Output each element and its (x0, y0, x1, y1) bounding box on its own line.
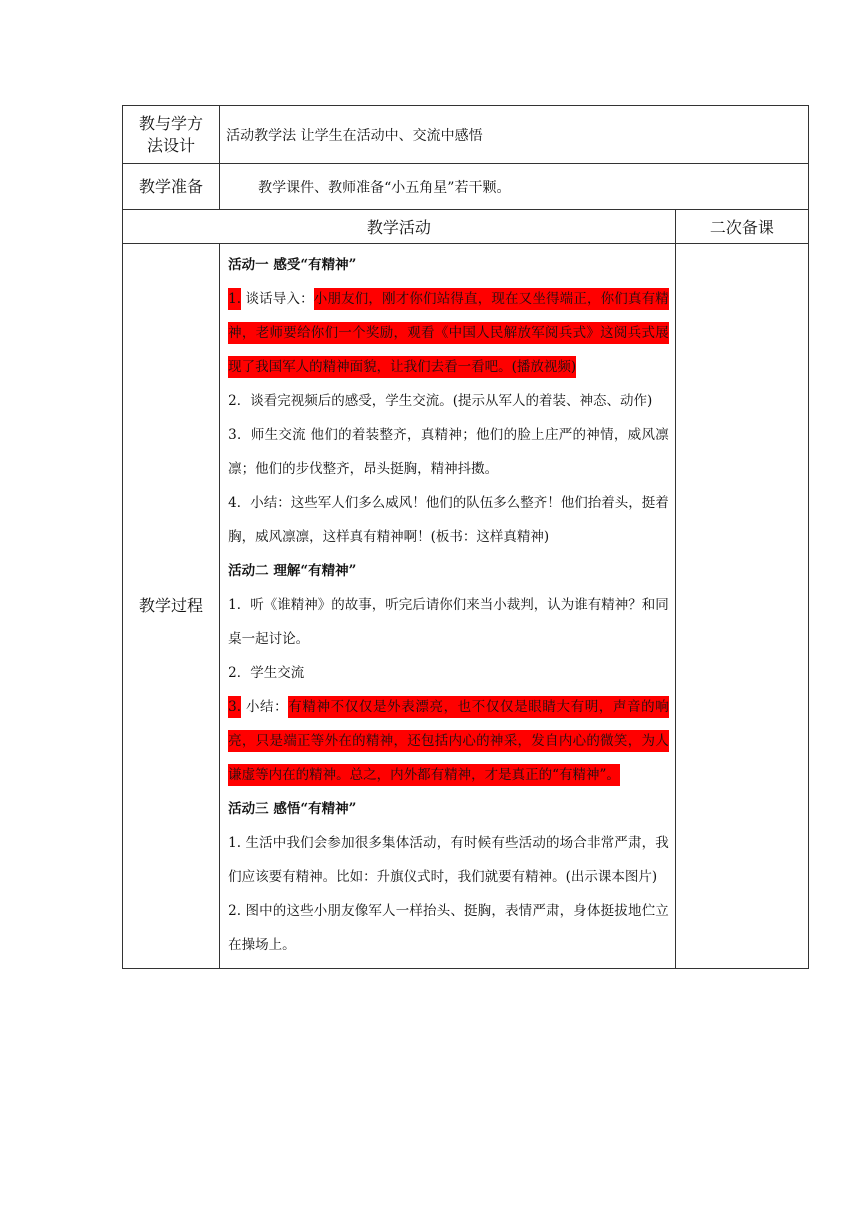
lesson-plan-table (122, 105, 809, 969)
column-header-row (123, 210, 809, 244)
second-prep-column-header: 二次备课 (675, 210, 808, 244)
activity1-item1 (228, 282, 669, 384)
method-label (123, 106, 220, 164)
method-label-text: 教与学方法设计 (139, 113, 204, 155)
a2-item3-lead: 小结： (245, 699, 289, 715)
a2-item3-text: 有精神不仅仅是外表漂亮，也不仅仅是眼睛大有明，声音的响亮，只是端正等外在的精神，还包括内心的神采，发自内心的微笑，为人谦虚等内在的精神。总之，内外都有精神，才是真正的“有精神”。 (228, 696, 669, 786)
process-content (220, 244, 676, 969)
method-row (123, 106, 809, 164)
process-label: 教学过程 (123, 244, 220, 969)
prep-text: 教学课件、教师准备“小五角星”若干颗。 (220, 164, 809, 210)
a1-item1-number: 1. (228, 288, 241, 310)
activity2-title: 活动二 理解“有精神” (228, 563, 357, 579)
activity2-item3 (228, 690, 669, 792)
prep-label: 教学准备 (123, 164, 220, 210)
method-text: 活动教学法 让学生在活动中、交流中感悟 (220, 106, 809, 164)
activity1-title: 活动一 感受“有精神” (228, 257, 357, 273)
activity-column-header: 教学活动 (123, 210, 676, 244)
activity1-item2: 2．谈看完视频后的感受，学生交流。(提示从军人的着装、神态、动作) (228, 393, 653, 409)
process-row (123, 244, 809, 969)
a1-item1-lead: 谈话导入： (245, 291, 314, 307)
activity1-item3: 3．师生交流 他们的着装整齐，真精神；他们的脸上庄严的神情，威风凛凛；他们的步伐整齐，昂头挺胸，精神抖擞。 (228, 427, 669, 477)
activity3-item1: 1. 生活中我们会参加很多集体活动，有时候有些活动的场合非常严肃，我们应该要有精神。比如：升旗仪式时，我们就要有精神。(出示课本图片) (228, 835, 669, 885)
activity3-title: 活动三 感悟“有精神” (228, 801, 357, 817)
a2-item3-number: 3. (228, 696, 241, 718)
prep-row (123, 164, 809, 210)
activity2-item2: 2．学生交流 (228, 665, 305, 681)
activity1-item4: 4．小结：这些军人们多么威风！他们的队伍多么整齐！他们抬着头，挺着胸，威风凛凛，这样真有精神啊！(板书：这样真精神) (228, 495, 669, 545)
second-prep-cell (675, 244, 808, 969)
activity3-item2: 2. 图中的这些小朋友像军人一样抬头、挺胸，表情严肃，身体挺拔地伫立在操场上。 (228, 903, 669, 953)
a1-item1-text: 小朋友们，刚才你们站得直，现在又坐得端正，你们真有精神，老师要给你们一个奖励，观看《中国人民解放军阅兵式》这阅兵式展现了我国军人的精神面貌，让我们去看一看吧。(播放视频) (228, 288, 669, 378)
activity2-item1: 1．听《谁精神》的故事，听完后请你们来当小裁判，认为谁有精神？和同桌一起讨论。 (228, 597, 669, 647)
